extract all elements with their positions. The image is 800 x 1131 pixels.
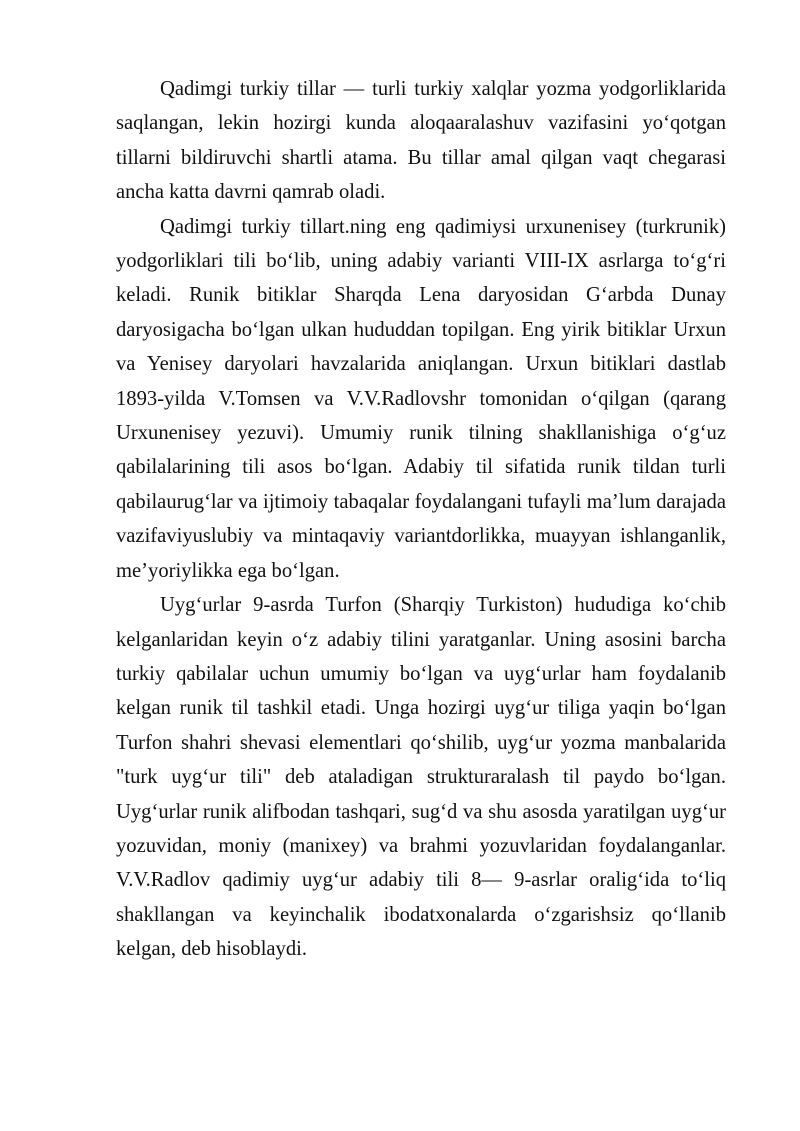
paragraph-2: Qadimgi turkiy tillart.ning eng qadimiysi urxunenisey (turkrunik) yodgorliklari tili bo‘lib, uning adabiy varianti VIII-IX asrlarga to‘g‘ri keladi. Runik bitiklar Sharqda Lena daryosidan G‘arbda Dunay daryosigacha bo‘lgan ulkan hududdan topilgan. Eng yirik bitiklar Urxun va Yenisey daryolari havzalarida aniqlangan. Urxun bitiklari dastlab 1893-yilda V.Tomsen va V.V.Radlovshr tomonidan o‘qilgan (qarang Urxunenisey yezuvi). Umumiy runik tilning shakllanishiga o‘g‘uz qabilalarining tili asos bo‘lgan. Adabiy til sifatida runik tildan turli qabilaurug‘lar va ijtimoiy tabaqalar foydalangani tufayli ma’lum darajada vazifaviyuslubiy va mintaqaviy variantdorlikka, muayyan ishlanganlik, me’yoriylikka ega bo‘lgan.: [116, 215, 726, 582]
body-text: [116, 72, 726, 967]
paragraph-1: Qadimgi turkiy tillar — turli turkiy xalqlar yozma yodgorliklarida saqlangan, lekin hozirgi kunda aloqaaralashuv vazifasini yo‘qotgan tillarni bildiruvchi shartli atama. Bu tillar amal qilgan vaqt chegarasi ancha katta davrni qamrab oladi.: [116, 78, 726, 204]
paragraph-3: Uyg‘urlar 9-asrda Turfon (Sharqiy Turkiston) hududiga ko‘chib kelganlaridan keyin o‘z adabiy tilini yaratganlar. Uning asosini barcha turkiy qabilalar uchun umumiy bo‘lgan va uyg‘urlar ham foydalanib kelgan runik til tashkil etadi. Unga hozirgi uyg‘ur tiliga yaqin bo‘lgan Turfon shahri shevasi elementlari qo‘shilib, uyg‘ur yozma manbalarida "turk uyg‘ur tili" deb ataladigan strukturaralash til paydo bo‘lgan. Uyg‘urlar runik alifbodan tashqari, sug‘d va shu asosda yaratilgan uyg‘ur yozuvidan, moniy (manixey) va brahmi yozuvlaridan foydalanganlar. V.V.Radlov qadimiy uyg‘ur adabiy tili 8— 9-asrlar oralig‘ida to‘liq shakllangan va keyinchalik ibodatxonalarda o‘zgarishsiz qo‘llanib kelgan, deb hisoblaydi.: [116, 594, 726, 961]
